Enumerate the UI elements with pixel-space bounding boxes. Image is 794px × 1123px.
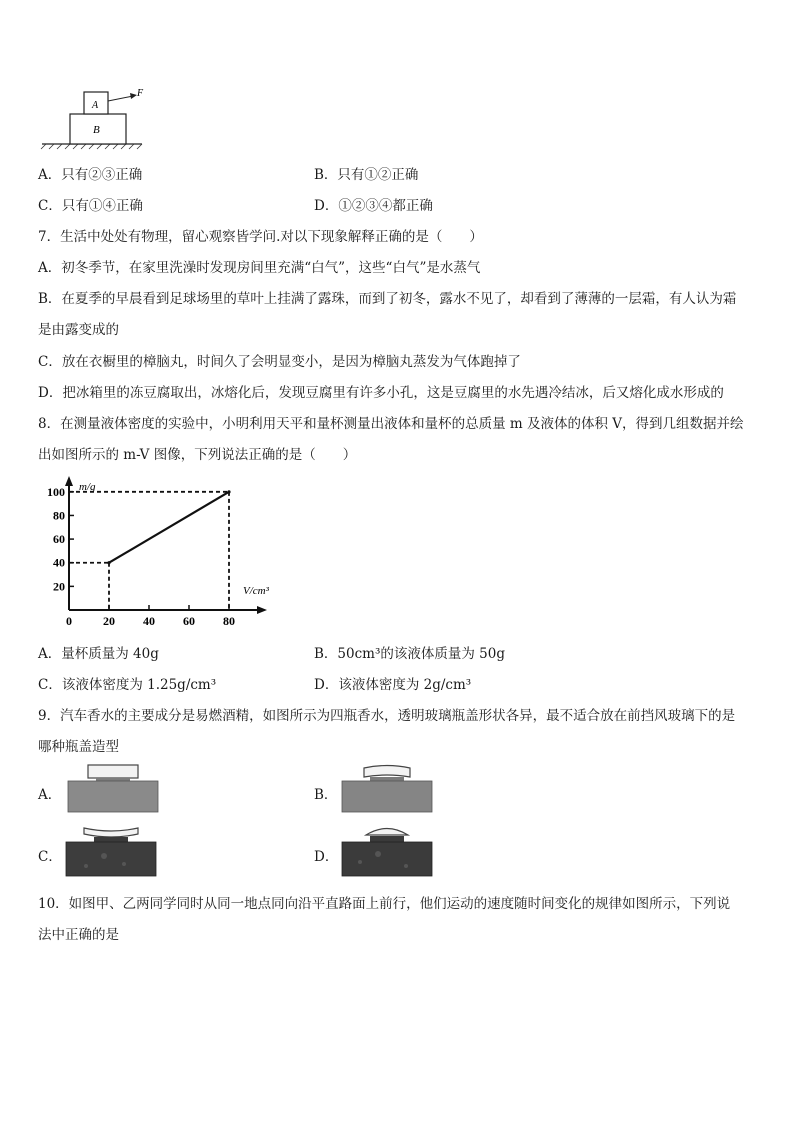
q9-stem-line1: 9．汽车香水的主要成分是易燃酒精，如图所示为四瓶香水，透明玻璃瓶盖形状各异，最不适合放在前挡风玻璃下的是 — [38, 708, 736, 724]
q8-option-c: C．该液体密度为 1.25g/cm³ — [38, 677, 217, 693]
x-tick-label-40: 40 — [143, 614, 155, 628]
q8-option-d: D．该液体密度为 2g/cm³ — [314, 677, 472, 693]
block-figure — [38, 84, 168, 150]
q6-option-c: C．只有①④正确 — [38, 198, 143, 214]
q6-option-d: D．①②③④都正确 — [314, 198, 433, 214]
block-b-label: B — [93, 124, 100, 136]
q9-label-c: C． — [38, 849, 62, 865]
q9-label-a: A． — [38, 787, 62, 803]
x-tick-label-20: 20 — [103, 614, 115, 628]
y-tick-label-40: 40 — [53, 555, 65, 570]
q8-stem-line2: 出如图所示的 m-V 图像，下列说法正确的是（ ） — [38, 447, 357, 463]
x-tick-label-80: 80 — [223, 614, 235, 628]
q10-stem-line2: 法中正确的是 — [38, 927, 119, 943]
q7-option-b-line2: 是由露变成的 — [38, 322, 119, 338]
series-point-0 — [107, 561, 110, 564]
q8-option-b: B．50cm³的该液体质量为 50g — [314, 646, 505, 662]
perfume-bottle-b — [340, 764, 436, 814]
y-tick-label-20: 20 — [53, 579, 65, 594]
q10-stem-line1: 10．如图甲、乙两同学同时从同一地点同向沿平直路面上前行，他们运动的速度随时间变化的规律如图所示，下列说 — [38, 896, 731, 912]
q7-option-d: D．把冰箱里的冻豆腐取出，冰熔化后，发现豆腐里有许多小孔，这是豆腐里的水先遇冷结冰，后又熔化成水形成的 — [38, 385, 724, 401]
q7-stem: 7．生活中处处有物理，留心观察皆学问.对以下现象解释正确的是（ ） — [38, 229, 483, 245]
x-tick-label-60: 60 — [183, 614, 195, 628]
block-a-label: A — [92, 100, 99, 111]
force-arrow — [108, 96, 133, 101]
perfume-bottle-d — [340, 826, 436, 878]
q7-option-a: A．初冬季节，在家里洗澡时发现房间里充满“白气”，这些“白气”是水蒸气 — [38, 260, 481, 276]
q9-label-b: B． — [314, 787, 338, 803]
q9-stem-line2: 哪种瓶盖造型 — [38, 739, 119, 755]
perfume-bottle-c — [64, 826, 160, 878]
q7-option-c: C．放在衣橱里的樟脑丸，时间久了会明显变小，是因为樟脑丸蒸发为气体跑掉了 — [38, 354, 521, 370]
series-line — [109, 492, 229, 563]
y-tick-label-80: 80 — [53, 508, 65, 523]
y-tick-label-60: 60 — [53, 532, 65, 547]
x-axis-label: V/cm³ — [243, 585, 269, 597]
q7-option-b-line1: B．在夏季的早晨看到足球场里的草叶上挂满了露珠，而到了初冬，露水不见了，却看到了薄薄的一层霜，有人认为霜 — [38, 291, 737, 307]
y-axis-arrow — [65, 476, 73, 486]
mv-chart — [36, 474, 269, 636]
q9-label-d: D． — [314, 849, 339, 865]
q8-option-a: A．量杯质量为 40g — [38, 646, 159, 662]
q8-stem-line1: 8．在测量液体密度的实验中，小明利用天平和量杯测量出液体和量杯的总质量 m 及液体的体积 V，得到几组数据并绘 — [38, 416, 744, 432]
perfume-bottle-a — [66, 764, 162, 814]
x-axis-arrow — [257, 606, 267, 614]
series-point-1 — [227, 490, 230, 493]
y-axis-label: m/g — [79, 481, 96, 493]
q6-option-a: A．只有②③正确 — [38, 167, 143, 183]
x-tick-label-0: 0 — [66, 614, 72, 628]
q6-option-b: B．只有①②正确 — [314, 167, 419, 183]
force-label: F — [137, 88, 144, 99]
y-tick-label-100: 100 — [47, 484, 65, 499]
